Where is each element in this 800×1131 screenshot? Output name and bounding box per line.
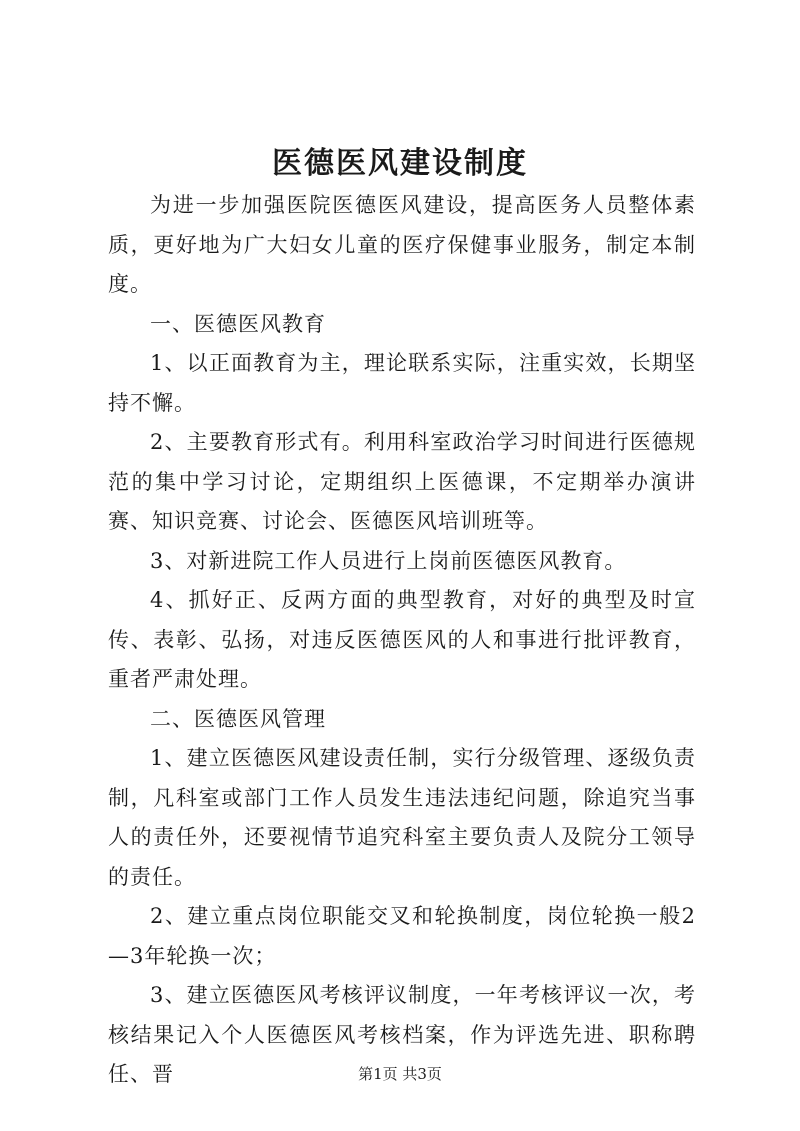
- education-item-2: 2、主要教育形式有。利用科室政治学习时间进行医德规范的集中学习讨论，定期组织上医德课，不定期举办演讲赛、知识竞赛、讨论会、医德医风培训班等。: [108, 430, 696, 533]
- document-body: [108, 186, 696, 1095]
- management-item-1: 1、建立医德医风建设责任制，实行分级管理、逐级负责制，凡科室或部门工作人员发生违法违纪问题，除追究当事人的责任外，还要视情节追究科室主要负责人及院分工领导的责任。: [108, 746, 696, 889]
- page-footer: 第1页 共3页: [358, 1065, 442, 1083]
- education-item-3: 3、对新进院工作人员进行上岗前医德医风教育。: [150, 548, 627, 573]
- education-item-4: 4、抓好正、反两方面的典型教育，对好的典型及时宣传、表彰、弘扬，对违反医德医风的人和事进行批评教育，重者严肃处理。: [108, 588, 696, 691]
- management-item-2: 2、建立重点岗位职能交叉和轮换制度，岗位轮换一般2—3年轮换一次；: [108, 904, 696, 968]
- section-heading-management: 二、医德医风管理: [150, 706, 326, 731]
- section-heading-education: 一、医德医风教育: [150, 311, 326, 336]
- management-item-3: 3、建立医德医风考核评议制度，一年考核评议一次，考核结果记入个人医德医风考核档案，作为评选先进、职称聘任、晋: [108, 983, 696, 1086]
- education-item-1: 1、以正面教育为主，理论联系实际，注重实效，长期坚持不懈。: [108, 351, 696, 415]
- intro-paragraph: 为进一步加强医院医德医风建设，提高医务人员整体素质，更好地为广大妇女儿童的医疗保健事业服务，制定本制度。: [108, 193, 696, 296]
- document-title: 医德医风建设制度: [272, 146, 528, 181]
